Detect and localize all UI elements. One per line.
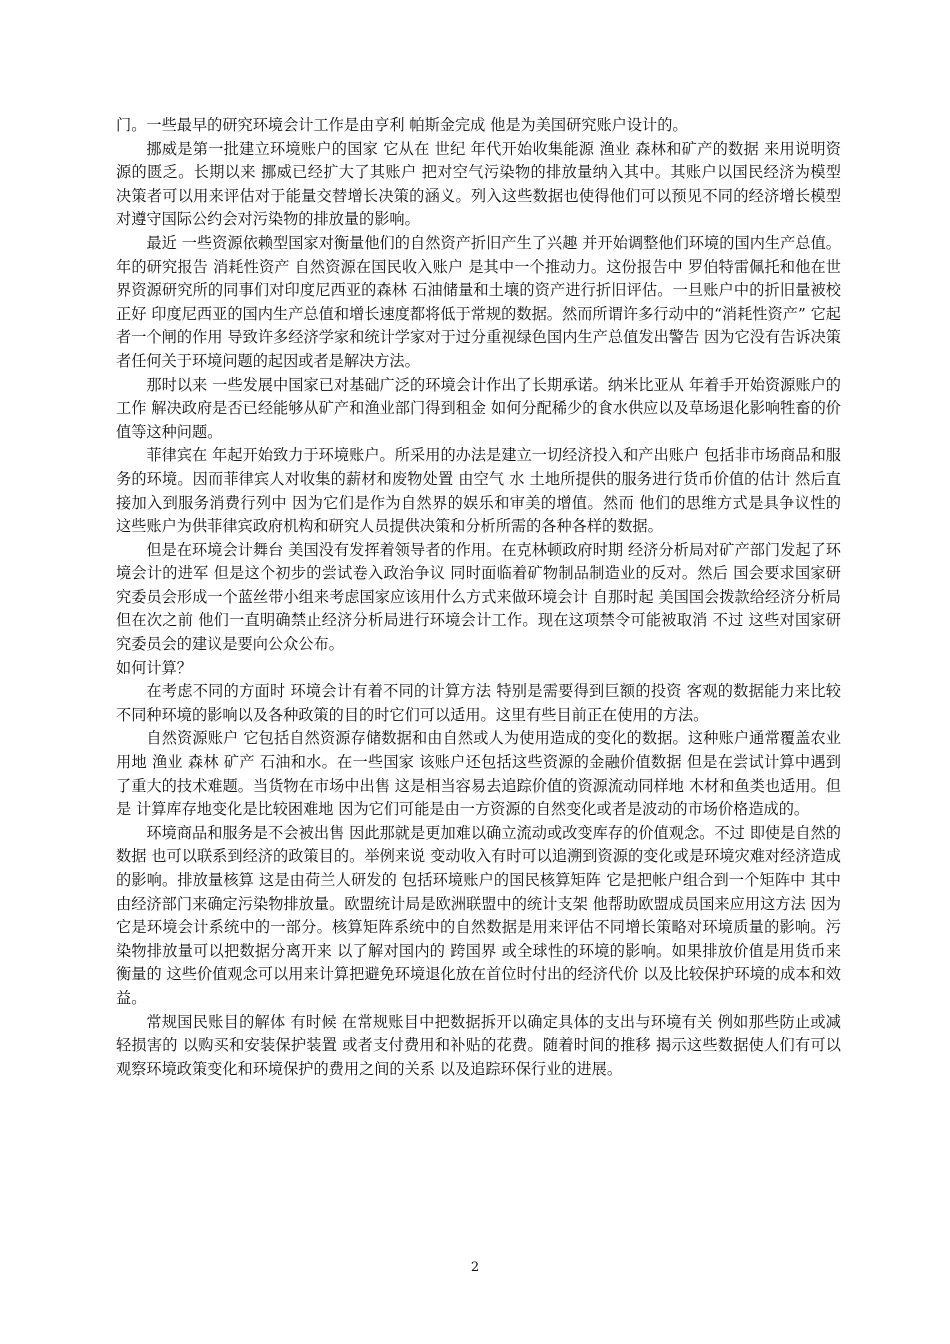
paragraph-4: 那时以来 一些发展中国家已对基础广泛的环境会计作出了长期承诺。纳米比亚从 年着手开始资源账户的工作 解决政府是否已经能够从矿产和渔业部门得到租金 如何分配稀少的食水供应以及草场退化影响牲畜的价值等这种问题。 <box>116 375 841 441</box>
paragraph-9: 环境商品和服务是不会被出售 因此那就是更加难以确立流动或改变库存的价值观念。不过 即使是自然的数据 也可以联系到经济的政策目的。举例来说 变动收入有时可以追溯到资源的变化或是环境灾难对经济造成的影响。排放量核算 这是由荷兰人研发的 包括环境账户的国民核算矩阵 它是把帐户组合到一个矩阵中 其中由经济部门来确定污染物排放量。欧盟统计局是欧洲联盟中的统计支架 他帮助欧盟成员国来应用这方法 因为它是环境会计系统中的一部分。核算矩阵系统中的自然数据是用来评估不同增长策略对环境质量的影响。污染物排放量可以把数据分离开来 以了解对国内的 跨国界 或全球性的环境的影响。如果排放价值是用货币来衡量的 这些价值观念可以用来计算把避免环境退化放在首位时付出的经济代价 以及比较保护环境的成本和效益。 <box>116 823 841 1007</box>
body-text <box>116 114 841 1081</box>
paragraph-1: 门。一些最早的研究环境会计工作是由亨利 帕斯金完成 他是为美国研究账户设计的。 <box>116 116 688 134</box>
paragraph-3: 最近 一些资源依赖型国家对衡量他们的自然资产折旧产生了兴趣 并开始调整他们环境的国内生产总值。 年的研究报告 消耗性资产 自然资源在国民收入账户 是其中一个推动力。这份报告中 罗伯特雷佩托和他在世界资源研究所的同事们对印度尼西亚的森林 石油储量和土壤的资产进行折旧评估。一旦账户中的折旧量被校正好 印度尼西亚的国内生产总值和增长速度都将低于常规的数据。然而所谓许多行动中的“消耗性资产” 它起者一个闸的作用 导致许多经济学家和统计学家对于过分重视绿色国内生产总值发出警告 因为它没有告诉决策者任何关于环境问题的起因或者是解决方法。 <box>116 233 841 370</box>
page-number: 2 <box>470 1260 480 1275</box>
paragraph-2: 挪威是第一批建立环境账户的国家 它从在 世纪 年代开始收集能源 渔业 森林和矿产的数据 来用说明资源的匮乏。长期以来 挪威已经扩大了其账户 把对空气污染物的排放量纳入其中。其账户以国民经济为模型 决策者可以用来评估对于能量交替增长决策的涵义。列入这些数据也使得他们可以预见不同的经济增长模型对遵守国际公约会对污染物的排放量的影响。 <box>116 139 841 229</box>
paragraph-7: 在考虑不同的方面时 环境会计有着不同的计算方法 特别是需要得到巨额的投资 客观的数据能力来比较不同种环境的影响以及各种政策的目的时它们可以适用。这里有些目前正在使用的方法。 <box>116 682 841 724</box>
paragraph-10: 常规国民账目的解体 有时候 在常规账目中把数据拆开以确定具体的支出与环境有关 例如那些防止或减轻损害的 以购买和安装保护装置 或者支付费用和补贴的花费。随着时间的推移 揭示这些数据使人们有可以观察环境政策变化和环境保护的费用之间的关系 以及追踪环保行业的进展。 <box>116 1012 841 1078</box>
paragraph-8: 自然资源账户 它包括自然资源存储数据和由自然或人为使用造成的变化的数据。这种账户通常覆盖农业用地 渔业 森林 矿产 石油和水。在一些国家 该账户还包括这些资源的金融价值数据 但是在尝试计算中遇到了重大的技术难题。当货物在市场中出售 这是相当容易去追踪价值的资源流动同样地 木材和鱼类也适用。但是 计算库存地变化是比较困难地 因为它们可能是由一方资源的自然变化或者是波动的市场价格造成的。 <box>116 729 841 819</box>
paragraph-6: 但是在环境会计舞台 美国没有发挥着领导者的作用。在克林顿政府时期 经济分析局对矿产部门发起了环境会计的进军 但是这个初步的尝试卷入政治争议 同时面临着矿物制品制造业的反对。然后 国会要求国家研究委员会形成一个蓝丝带小组来考虑国家应该用什么方式来做环境会计 自那时起 美国国会拨款给经济分析局 但在次之前 他们一直明确禁止经济分析局进行环境会计工作。现在这项禁令可能被取消 不过 这些对国家研究委员会的建议是要向公众公布。 <box>116 540 841 654</box>
paragraph-5: 菲律宾在 年起开始致力于环境账户。所采用的办法是建立一切经济投入和产出账户 包括非市场商品和服务的环境。因而菲律宾人对收集的薪材和废物处置 由空气 水 土地所提供的服务进行货币价值的估计 然后直接加入到服务消费行列中 因为它们是作为自然界的娱乐和审美的增值。然而 他们的思维方式是具争议性的 这些账户为供菲律宾政府机构和研究人员提供决策和分析所需的各种各样的数据。 <box>116 446 841 536</box>
section-heading: 如何计算？ <box>116 658 192 677</box>
